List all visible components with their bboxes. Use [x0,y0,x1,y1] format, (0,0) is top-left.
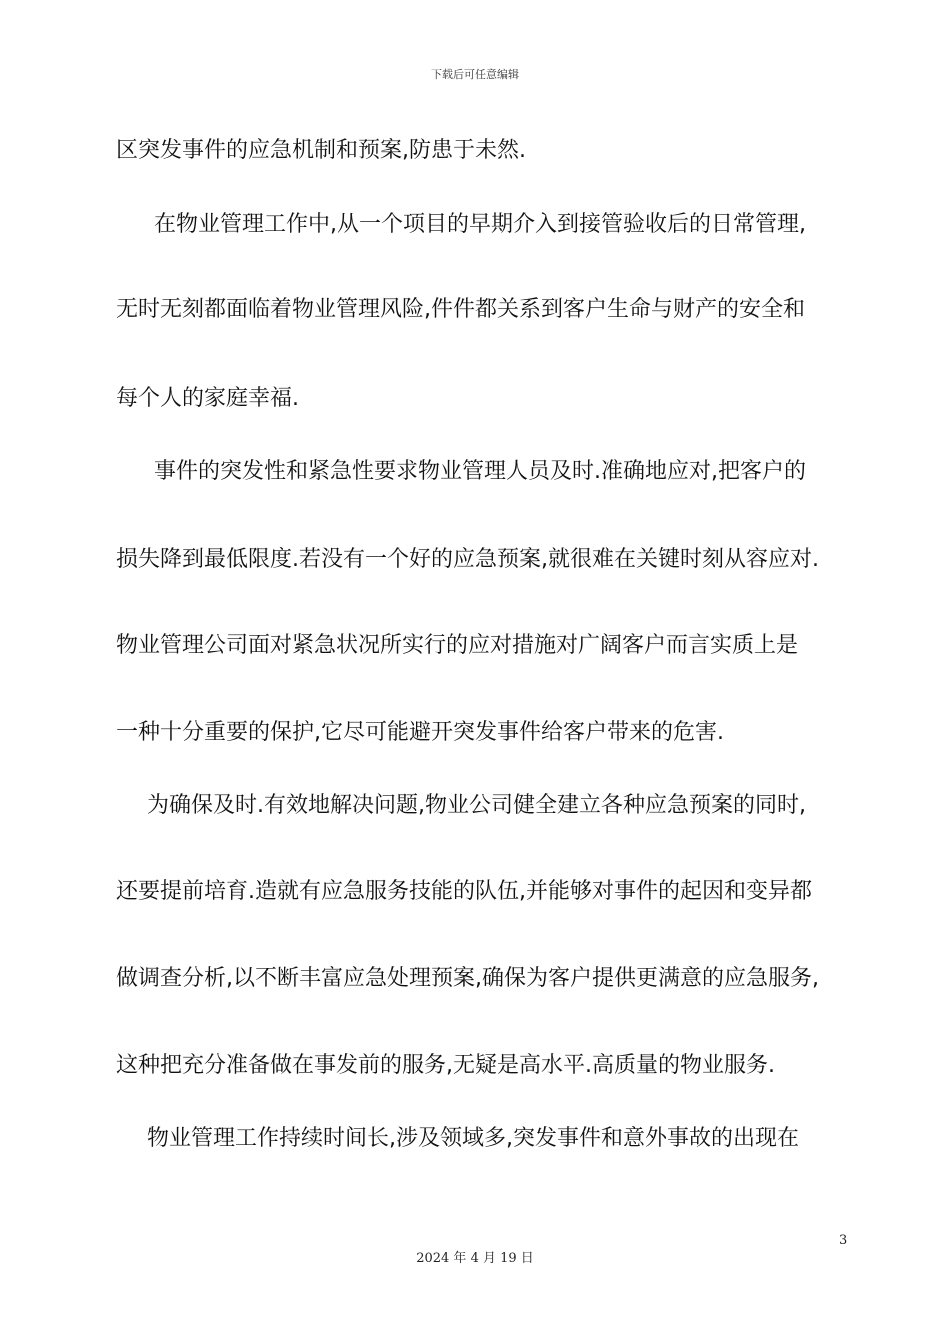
paragraph-line: 这种把充分准备做在事发前的服务,无疑是高水平.高质量的物业服务. [116,1053,775,1078]
paragraph-line: 在物业管理工作中,从一个项目的早期介入到接管验收后的日常管理, [132,212,806,237]
paragraph-line: 为确保及时.有效地解决问题,物业公司健全建立各种应急预案的同时, [125,793,806,818]
paragraph-line: 还要提前培育.造就有应急服务技能的队伍,并能够对事件的起因和变异都 [116,879,812,904]
page-number: 3 [839,1233,848,1248]
paragraph-line: 损失降到最低限度.若没有一个好的应急预案,就很难在关键时刻从容应对. [116,547,819,572]
paragraph-line: 物业管理公司面对紧急状况所实行的应对措施对广阔客户而言实质上是 [116,633,799,658]
footer-date: 2024 年 4 月 19 日 [416,1251,534,1266]
paragraph-line: 做调查分析,以不断丰富应急处理预案,确保为客户提供更满意的应急服务, [116,966,819,991]
page-header: 下载后可任意编辑 [431,68,519,81]
paragraph-line: 区突发事件的应急机制和预案,防患于未然. [116,138,526,163]
paragraph-line: 一种十分重要的保护,它尽可能避开突发事件给客户带来的危害. [116,720,724,745]
paragraph-line: 事件的突发性和紧急性要求物业管理人员及时.准确地应对,把客户的 [132,459,806,484]
paragraph-line: 物业管理工作持续时间长,涉及领域多,突发事件和意外事故的出现在 [125,1126,799,1151]
paragraph-line: 无时无刻都面临着物业管理风险,件件都关系到客户生命与财产的安全和 [116,297,805,322]
paragraph-line: 每个人的家庭幸福. [116,386,299,411]
